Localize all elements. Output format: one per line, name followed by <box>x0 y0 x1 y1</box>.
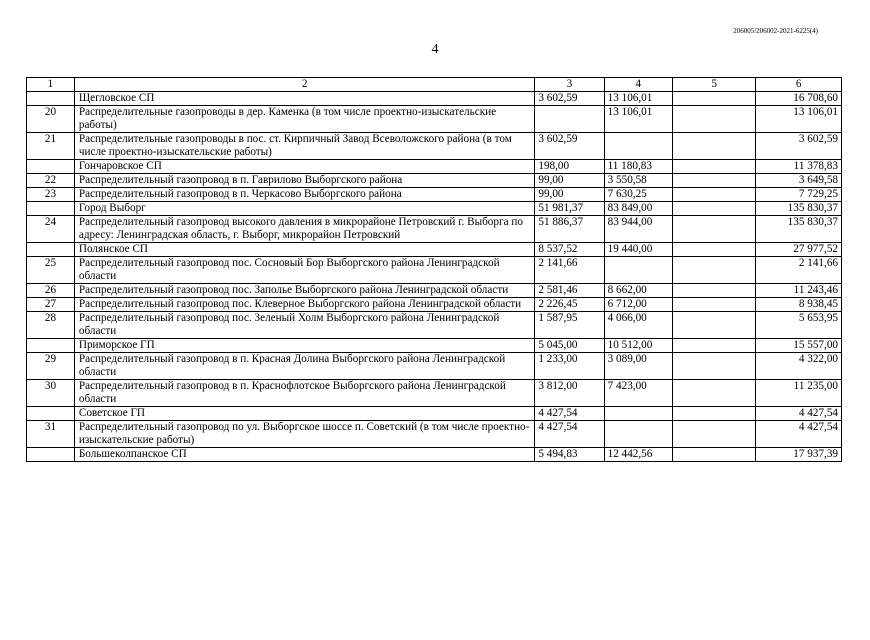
row-number: 28 <box>27 312 75 339</box>
value-col-6: 4 427,54 <box>756 421 842 448</box>
value-col-6: 2 141,66 <box>756 257 842 284</box>
value-col-4 <box>604 421 672 448</box>
row-number: 23 <box>27 188 75 202</box>
column-header: 4 <box>604 78 672 92</box>
value-col-6: 135 830,37 <box>756 216 842 243</box>
object-name: Распределительный газопровод пос. Клеверное Выборгского района Ленинградской области <box>74 298 534 312</box>
value-col-6: 4 322,00 <box>756 353 842 380</box>
value-col-3: 3 812,00 <box>535 380 604 407</box>
value-col-5 <box>672 407 756 421</box>
value-col-6: 11 235,00 <box>756 380 842 407</box>
object-name: Советское ГП <box>74 407 534 421</box>
row-number <box>27 202 75 216</box>
row-number <box>27 339 75 353</box>
object-name: Гончаровское СП <box>74 160 534 174</box>
table-row <box>27 188 842 202</box>
value-col-5 <box>672 421 756 448</box>
value-col-6: 3 602,59 <box>756 133 842 160</box>
column-header: 3 <box>535 78 604 92</box>
value-col-3: 99,00 <box>535 174 604 188</box>
document-id: 206005/206002-2021-6225(4) <box>733 27 818 35</box>
value-col-5 <box>672 188 756 202</box>
value-col-4: 19 440,00 <box>604 243 672 257</box>
value-col-6: 3 649,58 <box>756 174 842 188</box>
value-col-5 <box>672 106 756 133</box>
column-header: 1 <box>27 78 75 92</box>
value-col-4: 3 550,58 <box>604 174 672 188</box>
value-col-3: 3 602,59 <box>535 92 604 106</box>
value-col-3: 4 427,54 <box>535 421 604 448</box>
object-name: Распределительный газопровод в п. Гаврилово Выборгского района <box>74 174 534 188</box>
table-row <box>27 380 842 407</box>
value-col-5 <box>672 174 756 188</box>
value-col-6: 13 106,01 <box>756 106 842 133</box>
value-col-4 <box>604 257 672 284</box>
object-name: Распределительный газопровод пос. Заполье Выборгского района Ленинградской области <box>74 284 534 298</box>
value-col-3: 2 226,45 <box>535 298 604 312</box>
column-header: 6 <box>756 78 842 92</box>
object-name: Распределительные газопроводы в пос. ст. Кирпичный Завод Всеволожского района (в том числе проектно-изыскательские работы) <box>74 133 534 160</box>
value-col-6: 135 830,37 <box>756 202 842 216</box>
value-col-4: 11 180,83 <box>604 160 672 174</box>
column-header: 2 <box>74 78 534 92</box>
table-row <box>27 243 842 257</box>
object-name: Большеколпанское СП <box>74 448 534 462</box>
value-col-3: 2 141,66 <box>535 257 604 284</box>
value-col-5 <box>672 312 756 339</box>
value-col-3: 8 537,52 <box>535 243 604 257</box>
object-name: Распределительный газопровод пос. Сосновый Бор Выборгского района Ленинградской области <box>74 257 534 284</box>
budget-table <box>26 77 842 462</box>
table-row <box>27 448 842 462</box>
row-number: 31 <box>27 421 75 448</box>
table-row <box>27 353 842 380</box>
value-col-4: 3 089,00 <box>604 353 672 380</box>
table-row <box>27 160 842 174</box>
table-row <box>27 339 842 353</box>
value-col-4: 6 712,00 <box>604 298 672 312</box>
value-col-4: 7 630,25 <box>604 188 672 202</box>
page-number: 4 <box>431 42 439 57</box>
table-row <box>27 298 842 312</box>
value-col-5 <box>672 380 756 407</box>
value-col-5 <box>672 243 756 257</box>
table-row <box>27 92 842 106</box>
value-col-3 <box>535 106 604 133</box>
value-col-6: 8 938,45 <box>756 298 842 312</box>
object-name: Приморское ГП <box>74 339 534 353</box>
table-row <box>27 106 842 133</box>
object-name: Распределительный газопровод по ул. Выборгское шоссе п. Советский (в том числе проектно-изыскательские работы) <box>74 421 534 448</box>
value-col-4: 8 662,00 <box>604 284 672 298</box>
object-name: Щегловское СП <box>74 92 534 106</box>
object-name: Город Выборг <box>74 202 534 216</box>
object-name: Распределительный газопровод в п. Краснофлотское Выборгского района Ленинградской области <box>74 380 534 407</box>
value-col-3: 51 886,37 <box>535 216 604 243</box>
value-col-6: 5 653,95 <box>756 312 842 339</box>
value-col-5 <box>672 284 756 298</box>
row-number: 24 <box>27 216 75 243</box>
value-col-4: 13 106,01 <box>604 92 672 106</box>
value-col-5 <box>672 216 756 243</box>
value-col-5 <box>672 257 756 284</box>
row-number <box>27 92 75 106</box>
table-row <box>27 284 842 298</box>
table-row <box>27 216 842 243</box>
table-row <box>27 407 842 421</box>
object-name: Распределительный газопровод в п. Красная Долина Выборгского района Ленинградской области <box>74 353 534 380</box>
table-row <box>27 421 842 448</box>
value-col-6: 17 937,39 <box>756 448 842 462</box>
value-col-3: 51 981,37 <box>535 202 604 216</box>
value-col-5 <box>672 202 756 216</box>
value-col-6: 16 708,60 <box>756 92 842 106</box>
value-col-4: 12 442,56 <box>604 448 672 462</box>
row-number: 29 <box>27 353 75 380</box>
row-number: 21 <box>27 133 75 160</box>
value-col-3: 198,00 <box>535 160 604 174</box>
object-name: Полянское СП <box>74 243 534 257</box>
object-name: Распределительные газопроводы в дер. Каменка (в том числе проектно-изыскательские работы) <box>74 106 534 133</box>
value-col-4: 13 106,01 <box>604 106 672 133</box>
table-row <box>27 202 842 216</box>
object-name: Распределительный газопровод высокого давления в микрорайоне Петровский г. Выборга по адресу: Ленинградская область, г. Выборг, микрорайон Петровский <box>74 216 534 243</box>
table-row <box>27 174 842 188</box>
table-row <box>27 133 842 160</box>
value-col-3: 99,00 <box>535 188 604 202</box>
value-col-5 <box>672 298 756 312</box>
value-col-6: 27 977,52 <box>756 243 842 257</box>
table-row <box>27 257 842 284</box>
value-col-3: 1 587,95 <box>535 312 604 339</box>
value-col-5 <box>672 448 756 462</box>
value-col-4: 4 066,00 <box>604 312 672 339</box>
value-col-3: 5 045,00 <box>535 339 604 353</box>
row-number <box>27 407 75 421</box>
table-row <box>27 312 842 339</box>
value-col-6: 15 557,00 <box>756 339 842 353</box>
object-name: Распределительный газопровод в п. Черкасово Выборгского района <box>74 188 534 202</box>
value-col-4: 83 944,00 <box>604 216 672 243</box>
value-col-3: 3 602,59 <box>535 133 604 160</box>
value-col-5 <box>672 92 756 106</box>
value-col-6: 7 729,25 <box>756 188 842 202</box>
value-col-4: 10 512,00 <box>604 339 672 353</box>
value-col-6: 11 378,83 <box>756 160 842 174</box>
object-name: Распределительный газопровод пос. Зеленый Холм Выборгского района Ленинградской области <box>74 312 534 339</box>
row-number: 25 <box>27 257 75 284</box>
row-number: 30 <box>27 380 75 407</box>
row-number: 20 <box>27 106 75 133</box>
row-number: 22 <box>27 174 75 188</box>
value-col-4: 83 849,00 <box>604 202 672 216</box>
value-col-4 <box>604 133 672 160</box>
row-number: 26 <box>27 284 75 298</box>
value-col-3: 4 427,54 <box>535 407 604 421</box>
value-col-5 <box>672 133 756 160</box>
value-col-6: 11 243,46 <box>756 284 842 298</box>
row-number <box>27 160 75 174</box>
row-number <box>27 243 75 257</box>
value-col-5 <box>672 339 756 353</box>
value-col-5 <box>672 160 756 174</box>
row-number: 27 <box>27 298 75 312</box>
value-col-4 <box>604 407 672 421</box>
value-col-3: 2 581,46 <box>535 284 604 298</box>
value-col-3: 5 494,83 <box>535 448 604 462</box>
table-body <box>27 78 842 462</box>
table-header-row <box>27 78 842 92</box>
value-col-6: 4 427,54 <box>756 407 842 421</box>
row-number <box>27 448 75 462</box>
value-col-5 <box>672 353 756 380</box>
value-col-4: 7 423,00 <box>604 380 672 407</box>
value-col-3: 1 233,00 <box>535 353 604 380</box>
column-header: 5 <box>672 78 756 92</box>
